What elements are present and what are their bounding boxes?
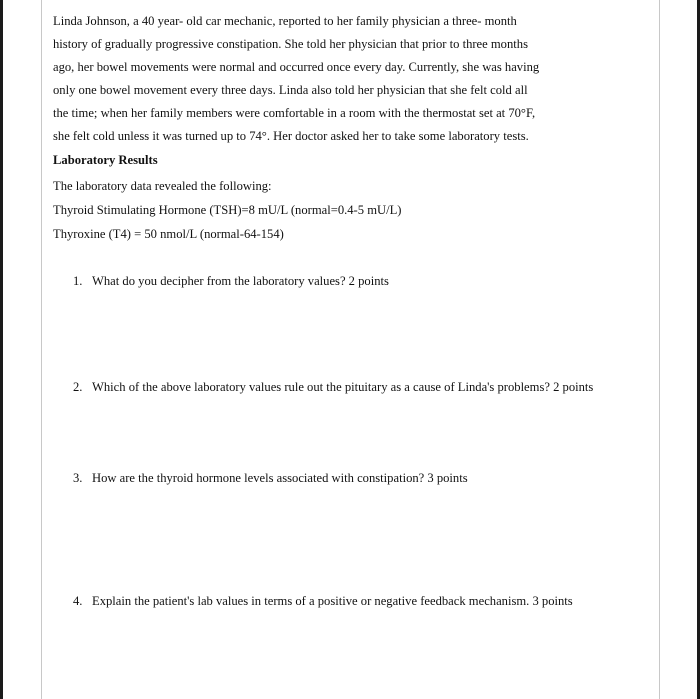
question-number: 1. bbox=[73, 274, 83, 288]
question-2 bbox=[73, 380, 593, 395]
question-1 bbox=[73, 274, 389, 289]
question-text: Which of the above laboratory values rule out the pituitary as a cause of Linda's problems? 2 points bbox=[92, 380, 594, 394]
case-line: she felt cold unless it was turned up to 74°. Her doctor asked her to take some laboratory tests. bbox=[53, 129, 529, 143]
page-border-right bbox=[659, 0, 660, 699]
question-4 bbox=[73, 594, 573, 609]
case-line: Linda Johnson, a 40 year- old car mechanic, reported to her family physician a three- month bbox=[53, 14, 517, 28]
case-line: history of gradually progressive constipation. She told her physician that prior to three months bbox=[53, 37, 528, 51]
question-number: 2. bbox=[73, 380, 83, 394]
question-text: What do you decipher from the laboratory values? 2 points bbox=[92, 274, 389, 288]
tsh-result: Thyroid Stimulating Hormone (TSH)=8 mU/L (normal=0.4-5 mU/L) bbox=[53, 203, 402, 217]
left-frame-edge bbox=[0, 0, 3, 699]
question-number: 4. bbox=[73, 594, 83, 608]
question-number: 3. bbox=[73, 471, 83, 485]
question-text: Explain the patient's lab values in terms of a positive or negative feedback mechanism. 3 points bbox=[92, 594, 573, 608]
t4-result: Thyroxine (T4) = 50 nmol/L (normal-64-154) bbox=[53, 227, 284, 241]
question-3 bbox=[73, 471, 468, 486]
case-line: ago, her bowel movements were normal and occurred once every day. Currently, she was having bbox=[53, 60, 540, 74]
page-border-left bbox=[41, 0, 42, 699]
case-line: only one bowel movement every three days. Linda also told her physician that she felt cold all bbox=[53, 83, 528, 97]
lab-results-heading: Laboratory Results bbox=[53, 153, 158, 167]
question-text: How are the thyroid hormone levels associated with constipation? 3 points bbox=[92, 471, 468, 485]
case-line: the time; when her family members were comfortable in a room with the thermostat set at 70°F, bbox=[53, 106, 536, 120]
lab-intro: The laboratory data revealed the following: bbox=[53, 179, 272, 193]
